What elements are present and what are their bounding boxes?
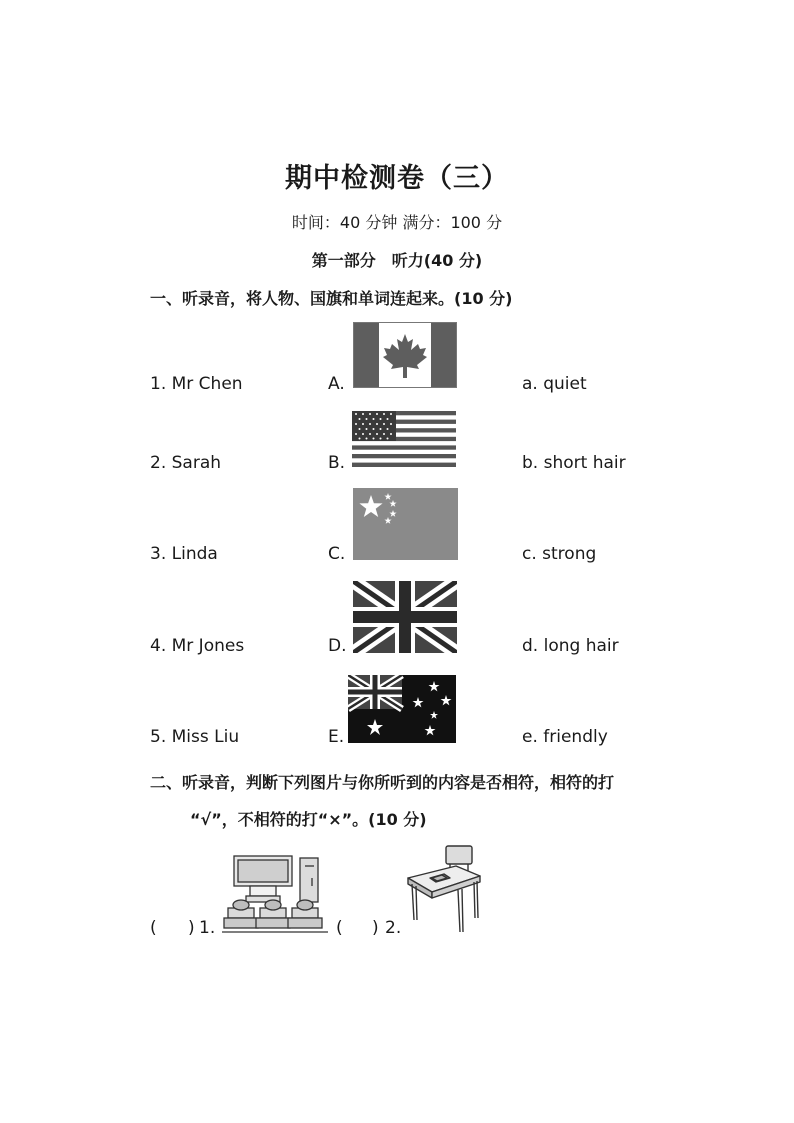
classroom-picture-icon bbox=[220, 852, 330, 934]
person-label: 3. Linda bbox=[150, 544, 218, 564]
word-label: e. friendly bbox=[522, 727, 608, 747]
exam-meta: 时间：40 分钟 满分：100 分 bbox=[291, 213, 503, 232]
usa-flag-icon bbox=[352, 411, 456, 467]
question-2-heading-cont: “√”，不相符的打“×”。(10 分) bbox=[190, 810, 427, 829]
item-number: 1. bbox=[199, 918, 216, 938]
question-1-heading: 一、听录音，将人物、国旗和单词连起来。(10 分) bbox=[150, 289, 513, 308]
person-label: 1. Mr Chen bbox=[150, 374, 243, 394]
person-label: 5. Miss Liu bbox=[150, 727, 240, 747]
word-label: b. short hair bbox=[522, 453, 626, 473]
flag-letter: A. bbox=[328, 374, 345, 394]
desk-chair-picture-icon bbox=[404, 842, 484, 938]
flag-letter: C. bbox=[328, 544, 346, 564]
canada-flag-icon bbox=[353, 322, 457, 388]
china-flag-icon bbox=[353, 488, 458, 560]
question-2-heading: 二、听录音，判断下列图片与你所听到的内容是否相符，相符的打 bbox=[150, 773, 615, 792]
flag-letter: E. bbox=[328, 727, 345, 747]
word-label: d. long hair bbox=[522, 636, 619, 656]
item-number: 2. bbox=[385, 918, 402, 938]
australia-flag-icon bbox=[348, 675, 456, 743]
answer-paren-open[interactable]: ( bbox=[150, 918, 157, 938]
person-label: 2. Sarah bbox=[150, 453, 222, 473]
flag-letter: B. bbox=[328, 453, 346, 473]
answer-paren-close: ) bbox=[188, 918, 195, 938]
word-label: a. quiet bbox=[522, 374, 587, 394]
page-title: 期中检测卷（三） bbox=[285, 163, 509, 194]
answer-paren-close: ) bbox=[372, 918, 379, 938]
uk-flag-icon bbox=[353, 581, 457, 653]
person-label: 4. Mr Jones bbox=[150, 636, 245, 656]
flag-letter: D. bbox=[328, 636, 347, 656]
part-heading: 第一部分 听力(40 分) bbox=[311, 251, 483, 270]
word-label: c. strong bbox=[522, 544, 597, 564]
answer-paren-open[interactable]: ( bbox=[336, 918, 343, 938]
